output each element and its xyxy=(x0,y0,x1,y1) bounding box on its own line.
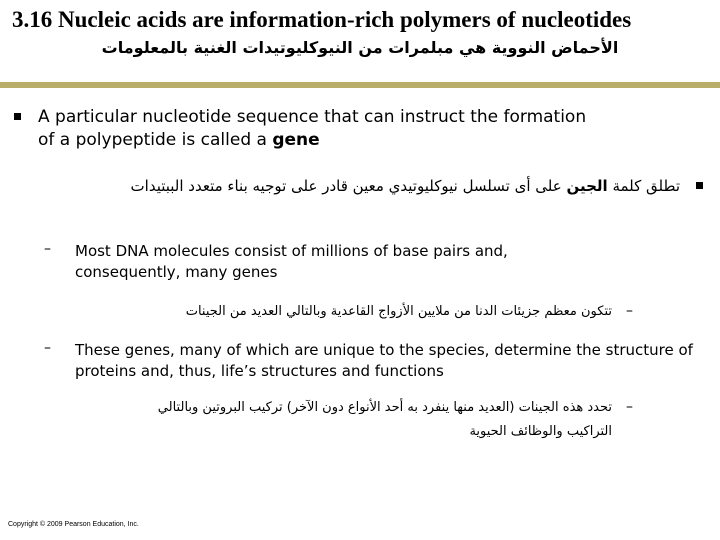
sub-bullet-dash: – xyxy=(626,399,633,415)
slide-title: 3.16 Nucleic acids are information-rich polymers of nucleotides xyxy=(12,7,632,32)
gene-term: gene xyxy=(272,130,320,150)
copyright-footer: Copyright © 2009 Pearson Education, Inc. xyxy=(8,521,139,528)
sub-bullet-genes-function: These genes, many of which are unique to the species, determine the structure of proteins and, thus, life’s structures and functions xyxy=(75,341,693,380)
gene-term-arabic: الجين xyxy=(566,177,608,195)
sub-bullet-dash: – xyxy=(44,241,51,257)
sub-bullet-dash: – xyxy=(626,303,633,319)
bullet-square-icon xyxy=(696,182,703,189)
bullet-gene-definition xyxy=(38,106,598,152)
bullet-square-icon xyxy=(14,113,21,120)
slide-title-arabic: الأحماض النووية هي مبلمرات من النيوكليوتيدات الغنية بالمعلومات xyxy=(101,38,619,57)
bullet-gene-definition-text: A particular nucleotide sequence that can instruct the formation of a polypeptide is called a xyxy=(38,107,587,150)
sub-bullet-genes-function-arabic: تحدد هذه الجينات (العديد منها ينفرد به أحد الأنواع دون الآخر) تركيب البروتين وبالتالي التراكيب والوظائف الحيوية xyxy=(157,400,612,439)
title-divider xyxy=(0,82,720,88)
bullet-gene-definition-arabic xyxy=(90,174,680,198)
sub-bullet-dna-genes: Most DNA molecules consist of millions of base pairs and, consequently, many genes xyxy=(75,242,508,281)
gene-definition-arabic-start: تطلق كلمة xyxy=(607,177,680,195)
sub-bullet-dash: – xyxy=(44,340,51,356)
sub-bullet-dna-genes-arabic: تتكون معظم جزيئات الدنا من ملايين الأزواج القاعدية وبالتالي العديد من الجينات xyxy=(185,304,612,319)
gene-definition-arabic-end: على أى تسلسل نيوكليوتيدي معين قادر على توجيه بناء متعدد الببتيدات xyxy=(130,177,567,195)
